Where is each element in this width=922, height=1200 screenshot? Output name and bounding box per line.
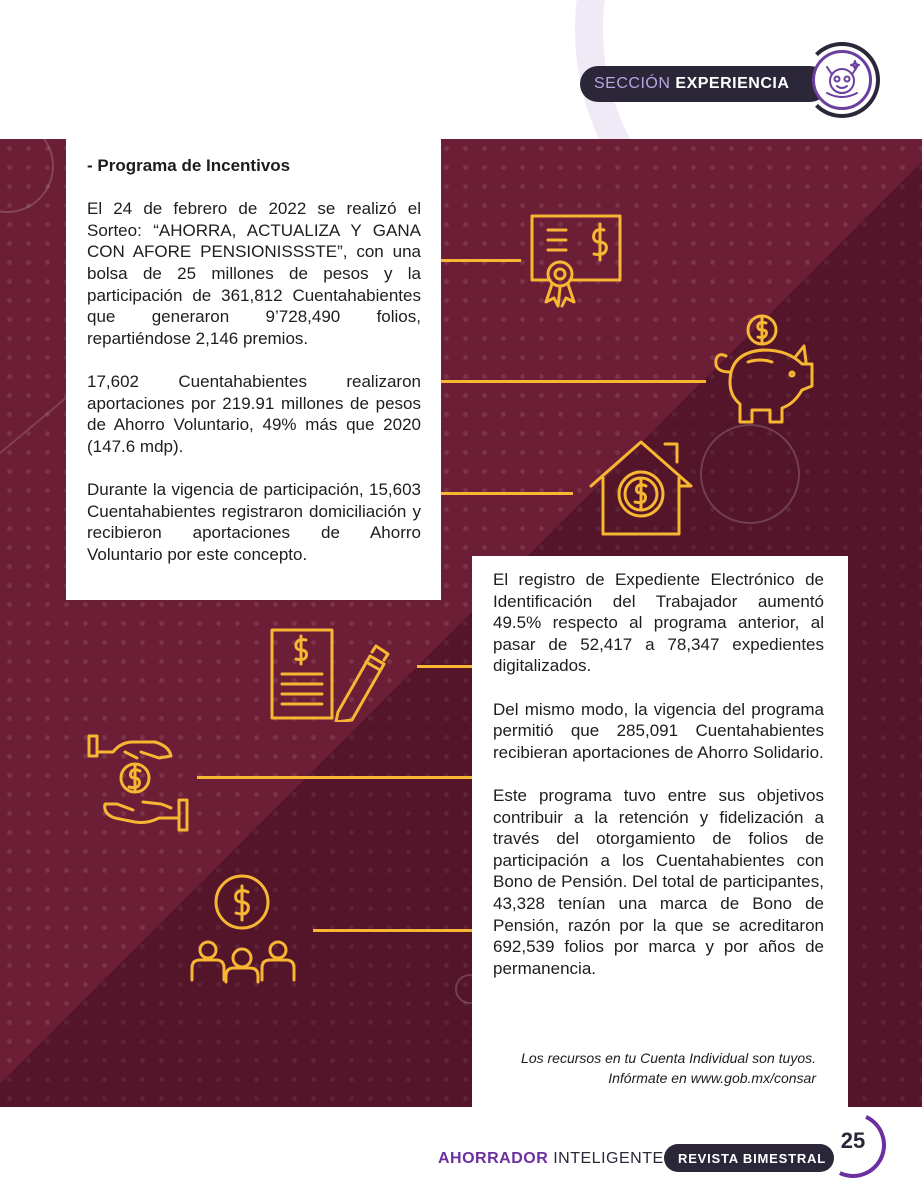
hands-money-icon [85,722,191,834]
page-number: 25 [840,1128,866,1153]
connector-line [441,492,573,495]
connector-line [441,380,706,383]
decorative-circle [0,139,54,213]
document-pen-icon [268,626,390,722]
brand-bold: AHORRADOR [438,1150,549,1167]
connector-line [313,929,472,932]
footer-note-line2: Infórmate en www.gob.mx/consar [608,1070,816,1086]
paragraph-ahorro-voluntario: 17,602 Cuentahabientes realizaron aportaciones por 219.91 millones de pesos de Ahorro Voluntario, 49% más que 2020 (147.6 mdp). [87,371,421,456]
paragraph-domiciliacion: Durante la vigencia de participación, 15,603 Cuentahabientes registraron domiciliación y recibieron aportaciones de Ahorro Voluntario por este concepto. [87,479,421,564]
certificate-money-icon [526,212,626,312]
brand-light: INTELIGENTE [553,1150,664,1167]
section-heading: - Programa de Incentivos [87,156,291,175]
paragraph-sorteo: El 24 de febrero de 2022 se realizó el Sorteo: “AHORRA, ACTUALIZA Y GANA CON AFORE PENSIONISSSTE”, con una bolsa de 25 millones de pesos y la participación de 361,812 Cuentahabientes que generaron 9’728,490 folios, repartiéndose 2,146 premios. [87,199,421,348]
family-money-icon [186,872,300,984]
incentives-text-box [66,139,441,600]
paragraph-ahorro-solidario: Del mismo modo, la vigencia del programa permitió que 285,091 Cuentahabientes recibieran aportaciones de Ahorro Solidario. [493,699,824,762]
section-label-light: SECCIÓN [594,75,671,92]
footer-note [472,1048,816,1088]
paragraph-expediente: El registro de Expediente Electrónico de Identificación del Trabajador aumentó 49.5% respecto al programa anterior, al pasar de 52,417 a 78,347 expedientes digitalizados. [493,570,824,676]
footer-note-line1: Los recursos en tu Cuenta Individual son tuyos. [521,1050,816,1066]
section-header-pill [580,66,828,102]
house-money-icon [585,436,697,540]
connector-line [417,665,472,668]
magazine-brand [438,1150,664,1168]
connector-line [441,259,521,262]
results-text-box [472,556,848,1108]
revista-bimestral-pill: REVISTA BIMESTRAL [664,1144,834,1172]
decorative-circle [700,424,800,524]
paragraph-bono-pension: Este programa tuvo entre sus objetivos contribuir a la retención y fidelización a través del otorgamiento de folios de participación a los Cuentahabientes con Bono de Pensión. Del total de participantes, 43,328 tenían una marca de Bono de Pensión, razón por la que se acreditaron 692,539 folios por marca y por años de permanencia. [493,785,824,978]
connector-line [197,776,472,779]
piggy-bank-icon [708,312,832,432]
mascot-emblem-icon [812,50,872,110]
section-label-bold: EXPERIENCIA [675,75,790,92]
